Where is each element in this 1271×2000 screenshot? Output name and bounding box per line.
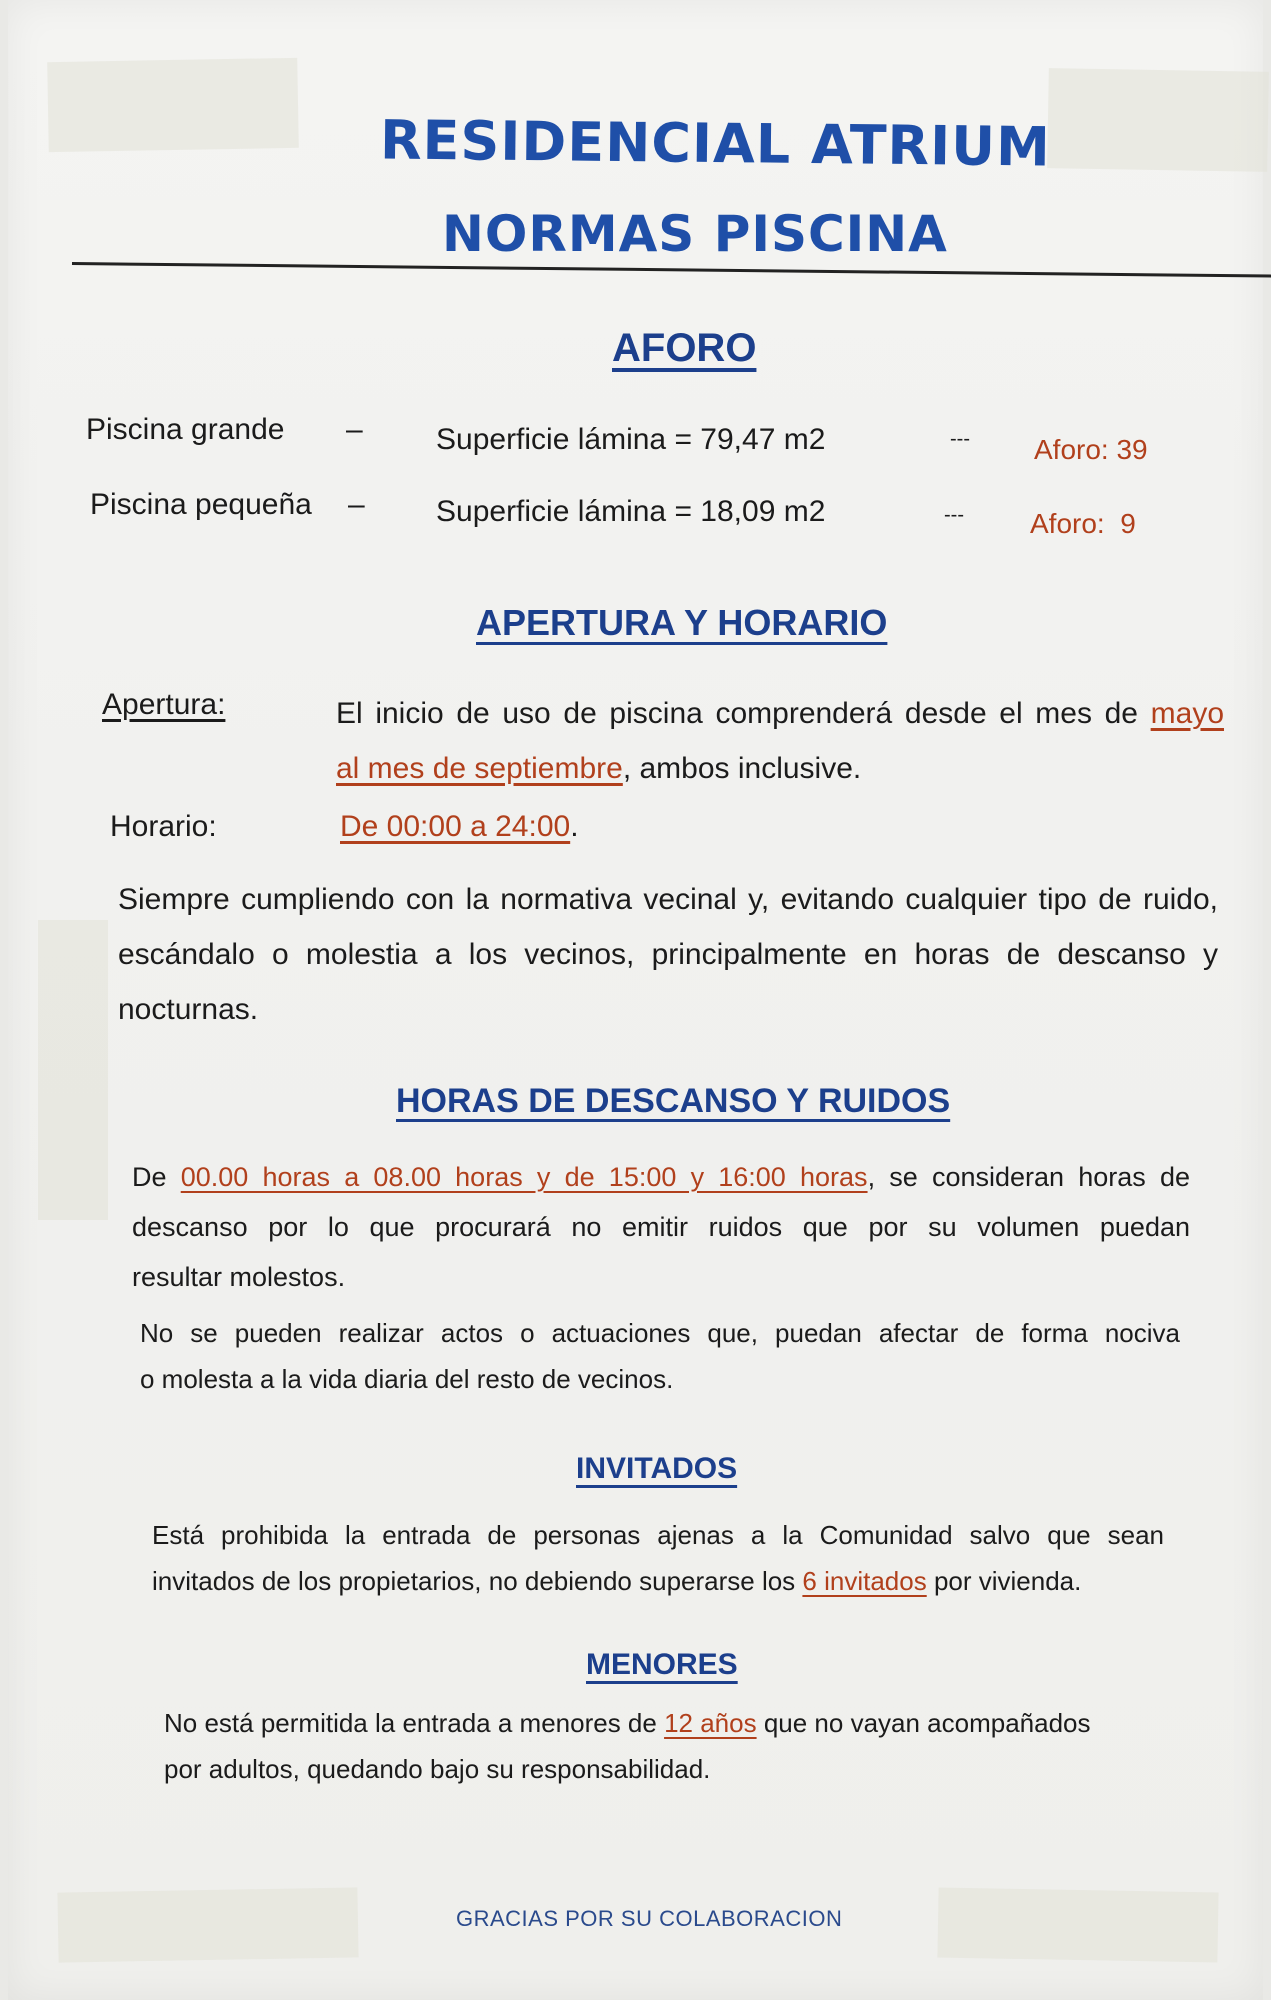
descanso-line xyxy=(132,1152,1190,1202)
apertura-month-end: al mes de septiembre xyxy=(336,752,623,785)
invitados-text-part: invitados de los propietarios, no debiendo superarse los xyxy=(152,1566,803,1596)
separator: --- xyxy=(950,428,970,450)
apertura-line xyxy=(336,686,1224,741)
descanso-text-part: , se consideran horas de xyxy=(867,1162,1190,1192)
pool-name: Piscina grande xyxy=(86,413,285,446)
note-line: Siempre cumpliendo con la normativa vecinal y, evitando cualquier tipo de ruido, xyxy=(118,883,1218,916)
pool-name: Piscina pequeña xyxy=(90,488,312,521)
note-line: nocturnas. xyxy=(118,993,259,1026)
min-age: 12 años xyxy=(664,1708,757,1738)
menores-line xyxy=(164,1700,1164,1746)
descanso-paragraph xyxy=(132,1152,1190,1302)
section-heading-invitados: INVITADOS xyxy=(576,1452,738,1485)
pool-surface: Superficie lámina = 18,09 m2 xyxy=(436,495,826,528)
page-title: RESIDENCIAL ATRIUM xyxy=(379,108,1052,179)
rest-hours: 00.00 horas a 08.00 horas y de 15:00 y 16:00 horas xyxy=(180,1162,868,1192)
separator: --- xyxy=(944,504,964,526)
menores-paragraph xyxy=(164,1700,1164,1792)
tape-strip xyxy=(1047,68,1269,172)
footer-thanks: GRACIAS POR SU COLABORACION xyxy=(456,1906,843,1931)
invitados-line xyxy=(152,1558,1164,1604)
apertura-text-part: , ambos inclusive. xyxy=(622,752,862,785)
apertura-text-part: El inicio de uso de piscina comprenderá desde el mes de xyxy=(336,697,1151,730)
invitados-line: Está prohibida la entrada de personas ajenas a la Comunidad salvo que sean xyxy=(152,1520,1164,1550)
apertura-label: Apertura: xyxy=(102,688,226,721)
tape-strip xyxy=(937,1888,1218,1963)
section-heading-descanso: HORAS DE DESCANSO Y RUIDOS xyxy=(396,1082,951,1120)
dash: – xyxy=(346,413,363,446)
pool-surface: Superficie lámina = 79,47 m2 xyxy=(436,423,826,456)
invitados-text-part: por vivienda. xyxy=(926,1566,1082,1596)
section-heading-menores: MENORES xyxy=(586,1648,738,1681)
section-heading-aforo: AFORO xyxy=(612,326,757,370)
apertura-line xyxy=(336,741,1224,796)
descanso-line: resultar molestos. xyxy=(132,1262,346,1292)
horario-label: Horario: xyxy=(110,810,217,843)
section-heading-apertura: APERTURA Y HORARIO xyxy=(476,602,888,643)
horario-end: . xyxy=(570,810,579,843)
max-guests: 6 invitados xyxy=(802,1566,927,1596)
menores-text-part: que no vayan acompañados xyxy=(756,1708,1091,1738)
apertura-note xyxy=(118,872,1218,1037)
descanso-paragraph-2 xyxy=(140,1310,1180,1402)
descanso-line: o molesta a la vida diaria del resto de vecinos. xyxy=(140,1364,674,1394)
descanso-line: descanso por lo que procurará no emitir ruidos que por su volumen puedan xyxy=(132,1212,1190,1242)
dash: – xyxy=(348,488,365,521)
descanso-line: No se pueden realizar actos o actuaciones que, puedan afectar de forma nociva xyxy=(140,1318,1180,1348)
pool-capacity: Aforo: 9 xyxy=(1030,508,1136,539)
horario-text xyxy=(340,810,579,844)
pool-capacity: Aforo: 39 xyxy=(1034,434,1148,465)
tape-strip xyxy=(57,1887,358,1962)
note-line: escándalo o molestia a los vecinos, principalmente en horas de descanso y xyxy=(118,938,1218,971)
apertura-month-start: mayo xyxy=(1150,697,1224,730)
descanso-text-part: De xyxy=(132,1162,181,1192)
tape-strip xyxy=(38,920,108,1220)
menores-text-part: No está permitida la entrada a menores de xyxy=(164,1708,665,1738)
menores-line: por adultos, quedando bajo su responsabilidad. xyxy=(164,1754,711,1784)
apertura-text xyxy=(336,686,1224,796)
page-subtitle: NORMAS PISCINA xyxy=(442,205,948,263)
invitados-paragraph xyxy=(152,1512,1164,1604)
tape-strip xyxy=(47,58,299,152)
horario-value: De 00:00 a 24:00 xyxy=(340,810,571,843)
